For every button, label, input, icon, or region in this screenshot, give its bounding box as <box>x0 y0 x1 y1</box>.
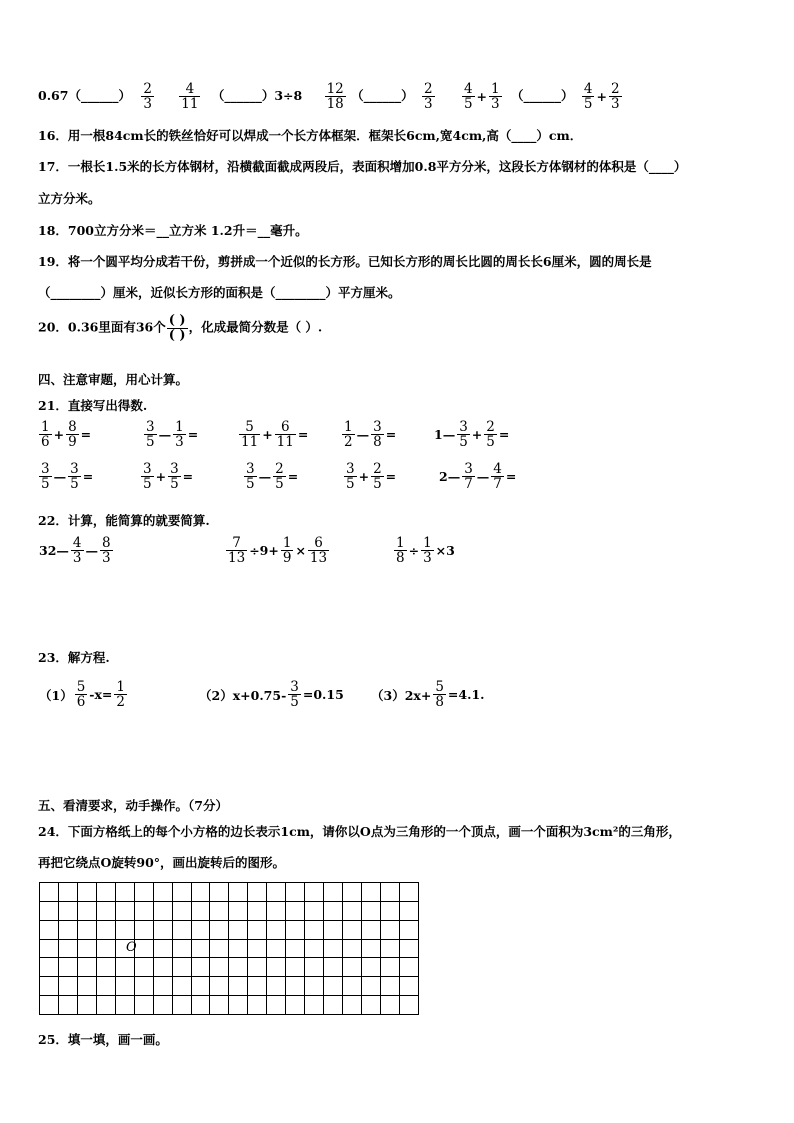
grid-cell[interactable] <box>305 920 324 939</box>
grid-cell[interactable] <box>248 920 267 939</box>
grid-cell[interactable] <box>248 996 267 1015</box>
grid-cell[interactable] <box>134 883 153 902</box>
grid-cell[interactable] <box>58 883 77 902</box>
question-18: 18．700立方分米＝__立方米 1.2升＝__毫升。 <box>38 223 308 238</box>
grid-cell[interactable] <box>286 977 305 996</box>
grid-cell[interactable] <box>229 883 248 902</box>
grid-cell[interactable] <box>40 883 59 902</box>
grid-cell[interactable] <box>286 920 305 939</box>
calc-expression: $\frac{1}{8}$ ÷ $\frac{1}{3}$ ×3 <box>396 535 455 567</box>
grid-cell[interactable] <box>134 996 153 1015</box>
grid-cell[interactable] <box>399 901 418 920</box>
answer-blank[interactable]: （______） <box>351 88 414 104</box>
calc-expression: $\frac{7}{13}$ ÷9+ $\frac{1}{9}$ × $\frac{6}{13}$ <box>228 535 328 567</box>
grid-cell[interactable] <box>115 977 134 996</box>
grid-cell[interactable] <box>399 958 418 977</box>
blank-fraction[interactable]: ( ) ( ) <box>168 313 186 343</box>
section-5-heading: 五、看清要求，动手操作。（7分） <box>38 798 228 813</box>
question-23-title: 23．解方程. <box>38 650 110 665</box>
grid-cell[interactable] <box>399 939 418 958</box>
calc-item: $\frac{3}{5}$ + $\frac{3}{5}$ = <box>143 461 194 493</box>
grid-cell[interactable] <box>324 920 343 939</box>
grid-cell[interactable] <box>361 883 380 902</box>
grid-cell[interactable] <box>191 883 210 902</box>
grid-cell[interactable] <box>58 901 77 920</box>
grid-cell[interactable] <box>96 996 115 1015</box>
grid-cell[interactable] <box>305 901 324 920</box>
question-19-line1: 19．将一个圆平均分成若干份，剪拼成一个近似的长方形。已知长方形的周长比圆的周长长6厘米，圆的周长是 <box>38 254 652 269</box>
grid-cell[interactable] <box>210 901 229 920</box>
grid-cell[interactable] <box>96 977 115 996</box>
fraction: $\frac{4}{5}$ <box>463 81 473 113</box>
grid-cell[interactable] <box>361 920 380 939</box>
grid-cell[interactable] <box>77 883 96 902</box>
grid-cell[interactable] <box>343 920 362 939</box>
grid-cell[interactable] <box>267 920 286 939</box>
calc-item: $\frac{3}{5}$ — $\frac{3}{5}$ = <box>41 461 94 493</box>
question-20: 20．0.36里面有36个 ( ) ( ) ，化成最简分数是（ ）. <box>38 313 323 343</box>
grid-cell[interactable] <box>361 958 380 977</box>
grid-cell[interactable] <box>58 939 77 958</box>
grid-cell[interactable] <box>267 977 286 996</box>
grid-cell[interactable] <box>305 996 324 1015</box>
calc-expression: 32— $\frac{4}{3}$ — $\frac{8}{3}$ <box>39 535 111 567</box>
grid-cell[interactable] <box>40 920 59 939</box>
calc-item: $\frac{5}{11}$ + $\frac{6}{11}$ = <box>241 419 309 451</box>
grid-cell[interactable] <box>324 977 343 996</box>
grid-cell[interactable] <box>248 901 267 920</box>
grid-cell[interactable] <box>115 883 134 902</box>
grid-cell[interactable] <box>324 883 343 902</box>
grid-cell[interactable] <box>229 920 248 939</box>
grid-cell[interactable] <box>361 939 380 958</box>
grid-cell[interactable] <box>324 958 343 977</box>
grid-cell[interactable] <box>248 977 267 996</box>
answer-blank[interactable]: （______） <box>68 88 131 104</box>
question-17-line1: 17．一根长1.5米的长方体钢材，沿横截面截成两段后，表面积增加0.8平方分米，这段长方体钢材的体积是（____） <box>38 159 687 174</box>
grid-cell[interactable] <box>153 920 172 939</box>
grid-cell[interactable] <box>153 939 172 958</box>
grid-cell[interactable] <box>134 901 153 920</box>
grid-cell[interactable] <box>134 920 153 939</box>
grid-cell[interactable] <box>77 920 96 939</box>
question-21-title: 21．直接写出得数. <box>38 398 148 413</box>
grid-cell[interactable] <box>343 901 362 920</box>
grid-cell[interactable] <box>229 939 248 958</box>
calc-item: $\frac{3}{5}$ + $\frac{2}{5}$ = <box>346 461 397 493</box>
grid-cell[interactable] <box>210 920 229 939</box>
question-19-line2: （________）厘米，近似长方形的面积是（________）平方厘米。 <box>38 285 401 300</box>
question-24-line2: 再把它绕点O旋转90°，画出旋转后的图形。 <box>38 855 286 870</box>
grid-cell[interactable] <box>134 939 153 958</box>
grid-cell[interactable] <box>172 883 191 902</box>
grid-cell[interactable] <box>210 977 229 996</box>
calc-item: 1— $\frac{3}{5}$ + $\frac{2}{5}$ = <box>434 419 510 451</box>
grid-cell[interactable] <box>172 958 191 977</box>
fraction: $\frac{2}{3}$ <box>610 81 620 113</box>
fraction: $\frac{4}{11}$ <box>181 81 199 113</box>
grid-cell[interactable] <box>267 901 286 920</box>
answer-blank[interactable]: （______） <box>211 88 275 104</box>
grid-cell[interactable] <box>153 977 172 996</box>
grid-cell[interactable] <box>305 958 324 977</box>
grid-cell[interactable] <box>96 901 115 920</box>
grid-cell[interactable] <box>267 939 286 958</box>
grid-cell[interactable] <box>153 901 172 920</box>
grid-cell[interactable] <box>286 883 305 902</box>
grid-cell[interactable] <box>305 977 324 996</box>
grid-cell[interactable] <box>115 996 134 1015</box>
grid-cell[interactable] <box>77 996 96 1015</box>
grid-cell[interactable] <box>305 939 324 958</box>
fraction: $\frac{12}{18}$ <box>326 81 344 113</box>
grid-cell[interactable] <box>115 920 134 939</box>
grid-cell[interactable] <box>361 977 380 996</box>
grid-cell[interactable] <box>229 977 248 996</box>
grid-cell[interactable] <box>399 883 418 902</box>
q15-a: 0.67 <box>38 88 69 104</box>
grid-cell[interactable] <box>399 920 418 939</box>
grid-cell[interactable] <box>286 939 305 958</box>
grid-cell[interactable] <box>267 996 286 1015</box>
calc-item: $\frac{1}{2}$ — $\frac{3}{8}$ = <box>344 419 397 451</box>
grid-cell[interactable] <box>172 977 191 996</box>
calc-item: $\frac{3}{5}$ — $\frac{1}{3}$ = <box>146 419 199 451</box>
grid-cell[interactable] <box>229 958 248 977</box>
grid-cell[interactable] <box>153 996 172 1015</box>
grid-cell[interactable] <box>305 883 324 902</box>
grid-cell[interactable] <box>40 977 59 996</box>
q15-c: 3÷8 <box>274 88 303 104</box>
question-24-line1: 24．下面方格纸上的每个小方格的边长表示1cm，请你以O点为三角形的一个顶点，画一个面积为3cm²的三角形， <box>38 824 681 839</box>
grid-cell[interactable] <box>210 939 229 958</box>
grid-cell[interactable] <box>96 939 115 958</box>
answer-blank[interactable]: （______） <box>510 88 574 104</box>
grid-cell[interactable] <box>172 996 191 1015</box>
grid-cell[interactable] <box>324 996 343 1015</box>
grid-cell[interactable] <box>191 939 210 958</box>
calc-item: $\frac{1}{6}$ + $\frac{8}{9}$ = <box>41 419 92 451</box>
grid-cell[interactable] <box>267 883 286 902</box>
grid-cell[interactable] <box>380 939 399 958</box>
grid-cell[interactable] <box>210 996 229 1015</box>
grid-cell[interactable] <box>191 901 210 920</box>
grid-cell[interactable] <box>40 958 59 977</box>
grid-cell[interactable] <box>40 996 59 1015</box>
grid-cell[interactable] <box>380 883 399 902</box>
section-4-heading: 四、注意审题，用心计算。 <box>38 372 189 387</box>
grid-cell[interactable] <box>115 901 134 920</box>
question-22-title: 22．计算，能简算的就要简算. <box>38 513 210 528</box>
grid-cell[interactable] <box>248 939 267 958</box>
grid-cell[interactable] <box>210 958 229 977</box>
grid-cell[interactable] <box>58 977 77 996</box>
grid-cell[interactable] <box>153 958 172 977</box>
equation: （2）x+0.75- $\frac{3}{5}$ =0.15 <box>199 679 344 711</box>
grid-cell[interactable] <box>380 920 399 939</box>
grid-cell[interactable] <box>96 883 115 902</box>
grid-cell[interactable] <box>286 901 305 920</box>
fraction: $\frac{2}{3}$ <box>424 81 433 113</box>
grid-cell[interactable] <box>58 920 77 939</box>
grid-cell[interactable] <box>343 939 362 958</box>
grid-cell[interactable] <box>324 939 343 958</box>
grid-cell[interactable] <box>229 996 248 1015</box>
grid-cell[interactable] <box>172 939 191 958</box>
grid-cell[interactable] <box>172 901 191 920</box>
grid-cell[interactable] <box>210 883 229 902</box>
equation: （1） $\frac{5}{6}$ -x= $\frac{1}{2}$ <box>39 679 126 711</box>
grid-cell[interactable] <box>191 977 210 996</box>
grid-cell[interactable] <box>40 939 59 958</box>
grid-cell[interactable] <box>153 883 172 902</box>
grid-cell[interactable] <box>343 996 362 1015</box>
grid-cell[interactable] <box>286 996 305 1015</box>
equation: （3）2x+ $\frac{5}{8}$ =4.1. <box>371 679 485 711</box>
fraction: $\frac{2}{3}$ <box>143 81 152 113</box>
grid-cell[interactable] <box>77 958 96 977</box>
question-17-line2: 立方分米。 <box>38 191 101 206</box>
grid-cell[interactable] <box>380 901 399 920</box>
fraction: $\frac{1}{3}$ <box>491 81 500 113</box>
calc-item: $\frac{3}{5}$ — $\frac{2}{5}$ = <box>246 461 299 493</box>
grid-paper[interactable] <box>39 882 419 1015</box>
grid-cell[interactable] <box>58 958 77 977</box>
grid-cell[interactable] <box>361 996 380 1015</box>
fraction: $\frac{4}{5}$ <box>583 81 593 113</box>
grid-cell[interactable] <box>172 920 191 939</box>
grid-cell[interactable] <box>40 901 59 920</box>
grid-cell[interactable] <box>77 901 96 920</box>
question-16: 16．用一根84cm长的铁丝恰好可以焊成一个长方体框架．框架长6cm,宽4cm,高（____）cm． <box>38 128 583 143</box>
grid-cell[interactable] <box>324 901 343 920</box>
grid-cell[interactable] <box>380 958 399 977</box>
grid-cell[interactable] <box>115 958 134 977</box>
grid-cell[interactable] <box>343 977 362 996</box>
grid-cell[interactable] <box>191 920 210 939</box>
grid-cell[interactable] <box>191 958 210 977</box>
grid-cell[interactable] <box>191 996 210 1015</box>
q15-row: 0.67（______） $\frac{2}{3}$ $\frac{4}{11}$ （______）3÷8 $\frac{12}{18}$ （______） $\frac{2}{3}$ $\frac{4}{5}$ + $\frac{1}{3}$ （______） $\frac{4}{5}$ + $\frac{2}{3}$ <box>38 81 620 113</box>
grid-cell[interactable] <box>343 958 362 977</box>
grid-cell[interactable] <box>134 977 153 996</box>
grid-cell[interactable] <box>380 977 399 996</box>
grid-cell[interactable] <box>96 958 115 977</box>
point-o-label: O <box>126 940 137 955</box>
grid-cell[interactable] <box>248 958 267 977</box>
grid-cell[interactable] <box>399 977 418 996</box>
grid-cell[interactable] <box>380 996 399 1015</box>
grid-cell[interactable] <box>399 996 418 1015</box>
grid-cell[interactable] <box>286 958 305 977</box>
calc-item: 2— $\frac{3}{7}$ — $\frac{4}{7}$ = <box>439 461 517 493</box>
grid-cell[interactable] <box>77 977 96 996</box>
grid-cell[interactable] <box>77 939 96 958</box>
question-25: 25．填一填，画一画。 <box>38 1032 168 1047</box>
grid-cell[interactable] <box>267 958 286 977</box>
grid-cell[interactable] <box>248 883 267 902</box>
grid-cell[interactable] <box>229 901 248 920</box>
grid-cell[interactable] <box>134 958 153 977</box>
grid-cell[interactable] <box>343 883 362 902</box>
grid-cell[interactable] <box>361 901 380 920</box>
grid-cell[interactable] <box>96 920 115 939</box>
grid-cell[interactable] <box>58 996 77 1015</box>
